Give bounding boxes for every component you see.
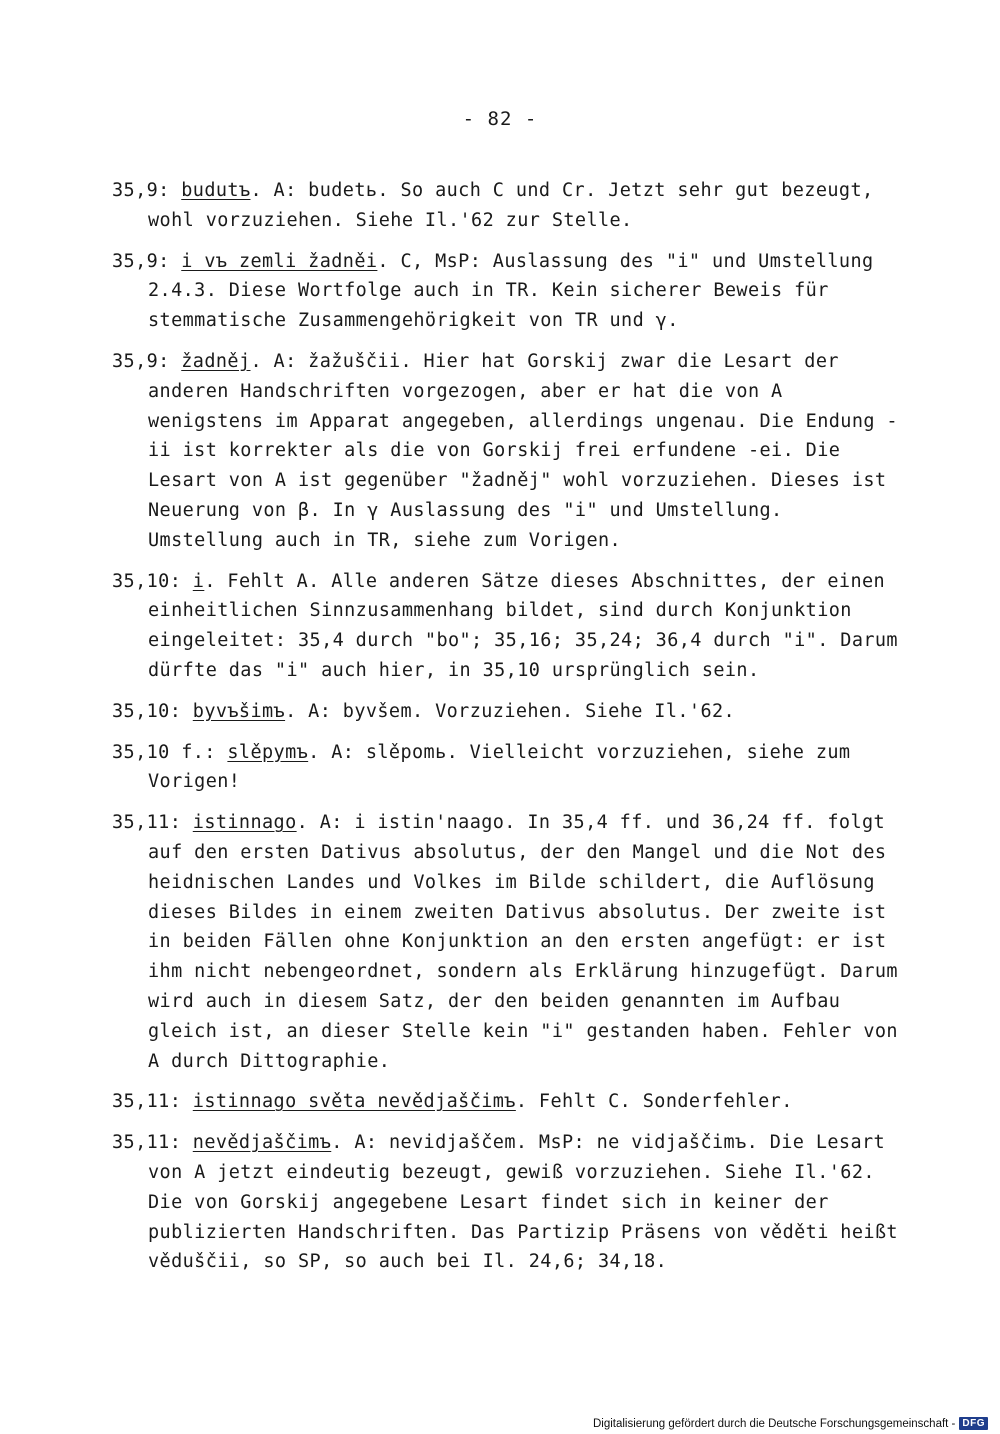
commentary-entry	[112, 1087, 902, 1117]
entry-lemma: žadněj	[181, 350, 251, 372]
entry-reference: 35,10:	[112, 570, 182, 592]
entry-lemma: nevědjaščimъ	[192, 1132, 332, 1154]
commentary-entry	[112, 738, 902, 798]
entry-text: . C, MsP: Auslassung des "i" und Umstellung 2.4.3. Diese Wortfolge auch in TR. Kein sicherer Beweis für stemmatische Zusammengehörigkeit von TR und γ.	[148, 250, 874, 332]
entry-text: . A: slěpomь. Vielleicht vorzuziehen, siehe zum Vorigen!	[148, 741, 851, 793]
entry-reference: 35,11:	[112, 1091, 182, 1113]
entry-lemma: i vъ zemli žadněi	[181, 250, 378, 272]
commentary-entry	[112, 176, 902, 236]
entry-reference: 35,11:	[112, 1132, 182, 1154]
entry-reference: 35,10 f.:	[112, 741, 216, 763]
entry-lemma: slěpymъ	[227, 741, 309, 763]
commentary-entry	[112, 808, 902, 1076]
entry-reference: 35,9:	[112, 350, 170, 372]
entry-text: . A: nevidjaščem. MsP: ne vidjaščimъ. Die Lesart von A jetzt eindeutig bezeugt, gewiß vorzuziehen. Siehe Il.'62. Die von Gorskij angegebene Lesart findet sich in keiner der publizierten Handschriften. Das Partizip Präsens von věděti heißt věduščii, so SP, so auch bei Il. 24,6; 34,18.	[148, 1132, 898, 1273]
commentary-entry	[112, 347, 902, 556]
entry-reference: 35,9:	[112, 250, 170, 272]
dfg-logo-icon: DFG	[959, 1417, 988, 1430]
footer-credit: Digitalisierung gefördert durch die Deutsche Forschungsgemeinschaft -	[592, 1417, 956, 1430]
entry-text: . Fehlt C. Sonderfehler.	[515, 1091, 793, 1113]
digitization-footer	[593, 1417, 988, 1430]
entry-text: . A: i istin'naago. In 35,4 ff. und 36,24 ff. folgt auf den ersten Dativus absolutus, der den Mangel und die Not des heidnischen Landes und Volkes im Bilde schildert, die Auflösung dieses Bildes in einem zweiten Dativus absolutus. Der zweite ist in beiden Fällen ohne Konjunktion an den ersten angefügt: er ist ihm nicht nebengeordnet, sondern als Erklärung hinzugefügt. Darum wird auch in diesem Satz, der den beiden genannten im Aufbau gleich ist, an dieser Stelle kein "i" gestanden haben. Fehler von A durch Dittographie.	[148, 812, 898, 1072]
entry-text: . A: žažuščii. Hier hat Gorskij zwar die Lesart der anderen Handschriften vorgezogen, aber er hat die von A wenigstens im Apparat angegeben, allerdings ungenau. Die Endung -ii ist korrekter als die von Gorskij frei erfundene -ei. Die Lesart von A ist gegenüber "žadněj" wohl vorzuziehen. Dieses ist Neuerung von β. In γ Auslassung des "i" und Umstellung. Umstellung auch in TR, siehe zum Vorigen.	[148, 350, 898, 551]
entry-lemma: istinnago světa nevědjaščimъ	[192, 1091, 516, 1113]
entry-reference: 35,10:	[112, 700, 182, 722]
entry-lemma: i	[192, 570, 205, 592]
commentary-entry	[112, 697, 902, 727]
entry-text: . A: byvšem. Vorzuziehen. Siehe Il.'62.	[285, 700, 736, 722]
entry-text: . Fehlt A. Alle anderen Sätze dieses Abschnittes, der einen einheitlichen Sinnzusammenhang bildet, sind durch Konjunktion eingeleitet: 35,4 durch "bo"; 35,16; 35,24; 36,4 durch "i". Darum dürfte das "i" auch hier, in 35,10 ursprünglich sein.	[148, 570, 898, 681]
commentary-entry	[112, 567, 902, 686]
entry-reference: 35,11:	[112, 812, 182, 834]
commentary-entry	[112, 1128, 902, 1277]
entry-lemma: byvъšimъ	[192, 700, 286, 722]
page-number: - 82 -	[462, 108, 538, 130]
entry-lemma: istinnago	[192, 812, 297, 834]
entry-lemma: budutъ	[181, 180, 251, 201]
entry-reference: 35,9:	[112, 180, 170, 201]
entry-text: . A: budetь. So auch C und Cr. Jetzt sehr gut bezeugt, wohl vorzuziehen. Siehe Il.'62 zur Stelle.	[148, 180, 874, 231]
commentary-entry	[112, 247, 902, 336]
commentary-entries	[112, 176, 902, 1288]
